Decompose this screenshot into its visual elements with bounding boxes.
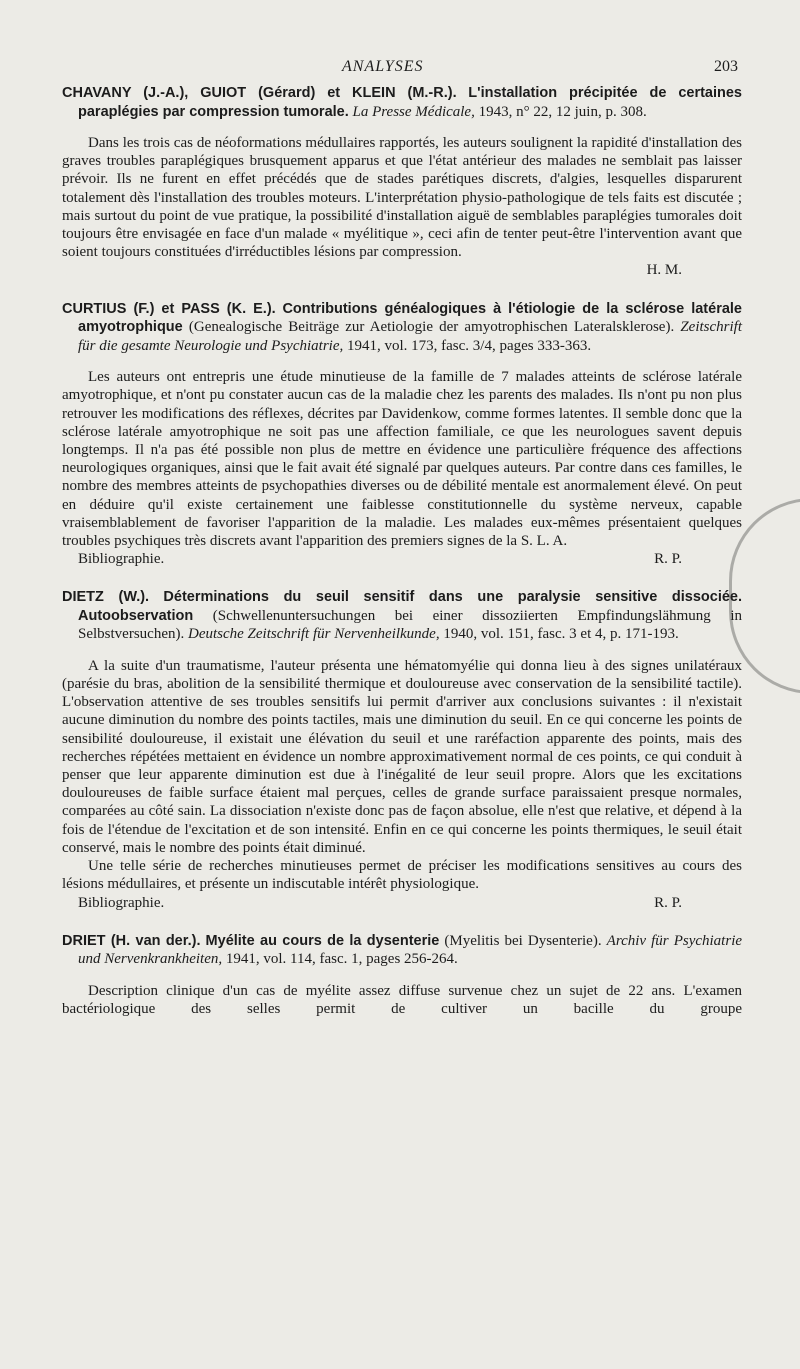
entry-body [62,368,742,550]
entry-journal: La Presse Médicale, [352,103,475,120]
entry-journal: Zeitschrift für die gesamte Neurologie und Psychiatrie, [78,319,743,354]
bibliography-note [62,261,78,279]
entry-paragraph: A la suite d'un traumatisme, l'auteur présenta une hématomyélie qui donna lieu à des signes unilatéraux (parésie du bras, abolition de la sensibilité thermique et douloureuse avec conservation de la sensibilité tactile). L'observation attentive de ses troubles sensitifs lui permit d'arriver aux conclusions suivantes : il n'existait aucune diminution du nombre des points tactiles, mais une diminution du seuil. En ce qui concerne les points de sensibilité douloureuse, il existait une élévation du seuil et une raréfaction apparente des points, mais des recherches répétées mettaient en évidence un nombre approximativement normal de ces points, ce qui conduit à penser que leur apparente diminution est due à l'inégalité de leur seuil propre. Alors que les excitations douloureuses de faible surface étaient mal perçues, celles de grande surface paraissaient presque normales, comparées au côté sain. La dissociation n'existe donc pas de façon absolue, elle n'est que relative, et dépend à la fois de l'étendue de l'excitation et de son intensité. Enfin en ce qui concerne les points thermiques, le seuil était conservé, mais le nombre des points était diminué. [62,657,742,856]
entry-authors: CHAVANY (J.-A.), GUIOT (Gérard) et KLEIN (M.-R.). [62,85,457,101]
entry-title: L'installation précipitée de certaines paraplégies par compression tumorale. [78,85,742,120]
entry-body [62,657,742,894]
entry-original-title: (Myelitis bei Dysenterie). [444,932,602,949]
running-title: ANALYSES [342,58,424,75]
abstract-entry [62,932,742,1018]
entry-authors: DIETZ (W.). [62,589,150,606]
entry-signature [62,894,742,912]
abstract-entry [62,588,742,911]
entry-paragraph: Une telle série de recherches minutieuses permet de préciser les modifications sensitives au cours des lésions médullaires, et présente un indiscutable intérêt physiologique. [62,858,742,893]
entry-heading [62,588,742,644]
entry-paragraph: Description clinique d'un cas de myélite assez diffuse survenue chez un sujet de 22 ans. L'examen bactériologique des selles permit de cultiver un bacille du groupe [62,982,742,1017]
abstract-entry [62,300,742,569]
entry-signature [62,550,742,568]
entry-heading [62,84,742,121]
bibliography-note: Bibliographie. [78,894,165,911]
reviewer-initials: R. P. [654,894,682,911]
entry-authors: DRIET (H. van der.). [62,932,201,949]
entry-paragraph: Les auteurs ont entrepris une étude minutieuse de la famille de 7 malades atteints de sclérose latérale amyotrophique, et n'ont pu constater aucun cas de la maladie chez les parents des malades. Ils n'ont pu non plus retrouver les modifications des réflexes, décrites par Davidenkow, comme formes latentes. Il semble donc que la sclérose latérale amyotrophique ne soit pas une affection familiale, ce que les neurologues savent depuis longtemps. Il n'a pas été possible non plus de mettre en évidence une particulière fréquence des affections neurologiques organiques, ainsi que le fait avait été signalé par quelques auteurs. Par contre dans ces familles, le nombre des membres atteints de psychopathies diverses ou de débilité mentale est anormalement élevé. On peut en déduire qu'il existe certainement une faiblesse constitutionnelle du système nerveux, capable vraisemblablement de favoriser l'apparition de la maladie. Les malades eux-mêmes présentaient quelques troubles psychiques très discrets avant l'apparition des premiers signes de la S. L. A. [62,369,742,549]
entry-body [62,982,742,1018]
entry-original-title: (Schwellenuntersuchungen bei einer dissoziierten Empfindungslähmung in Selbstversuchen). [78,607,743,643]
abstract-entry [62,84,742,280]
reviewer-initials: R. P. [654,551,682,568]
entry-body [62,134,742,261]
entry-citation: 1941, vol. 173, fasc. 3/4, pages 333-363. [346,337,592,354]
bibliography-note: Bibliographie. [78,551,165,568]
entry-title: Contributions généalogiques à l'étiologie de la sclérose latérale amyotrophique [78,300,742,336]
entry-title: Déterminations du seuil sensitif dans une paralysie sensitive dissociée. Autoobservation [78,589,743,624]
entry-journal: Archiv für Psychiatrie und Nervenkrankheiten, [78,932,743,968]
document-page [62,58,742,1038]
running-head [62,58,742,84]
entry-heading [62,300,742,356]
entry-original-title: (Genealogische Beiträge zur Aetiologie der amyotrophischen Lateralsklerose). [188,319,675,336]
entry-paragraph: Dans les trois cas de néoformations médullaires rapportés, les auteurs soulignent la rapidité d'installation des graves troubles paraplégiques brusquement apparus et que l'état antérieur des malades ne semblait pas laisser prévoir. Ils ne furent en effet précédés que de stades parétiques discrets, d'algies, lesquelles disparurent totalement dès l'installation des troubles moteurs. L'interprétation physio-pathologique de tels faits est discutée ; mais surtout du point de vue pratique, la possibilité d'installation aiguë de semblables paraplégies tumorales doit toujours être envisagée en face d'un malade « myélitique », ceci afin de tenter peut-être l'intervention avant que soient toujours constituées d'irréductibles lésions par compression. [62,135,742,261]
entry-heading [62,932,742,969]
entry-citation: 1941, vol. 114, fasc. 1, pages 256-264. [225,951,458,968]
page-number: 203 [714,58,738,75]
reviewer-initials: H. M. [646,262,682,279]
entry-authors: CURTIUS (F.) et PASS (K. E.). [62,300,276,317]
entry-journal: Deutsche Zeitschrift für Nervenheilkunde, [187,626,440,643]
entry-citation: 1940, vol. 151, fasc. 3 et 4, p. 171-193. [443,626,679,643]
entry-citation: 1943, n° 22, 12 juin, p. 308. [478,103,647,120]
entry-title: Myélite au cours de la dysenterie [205,932,440,949]
entry-signature [62,261,742,279]
